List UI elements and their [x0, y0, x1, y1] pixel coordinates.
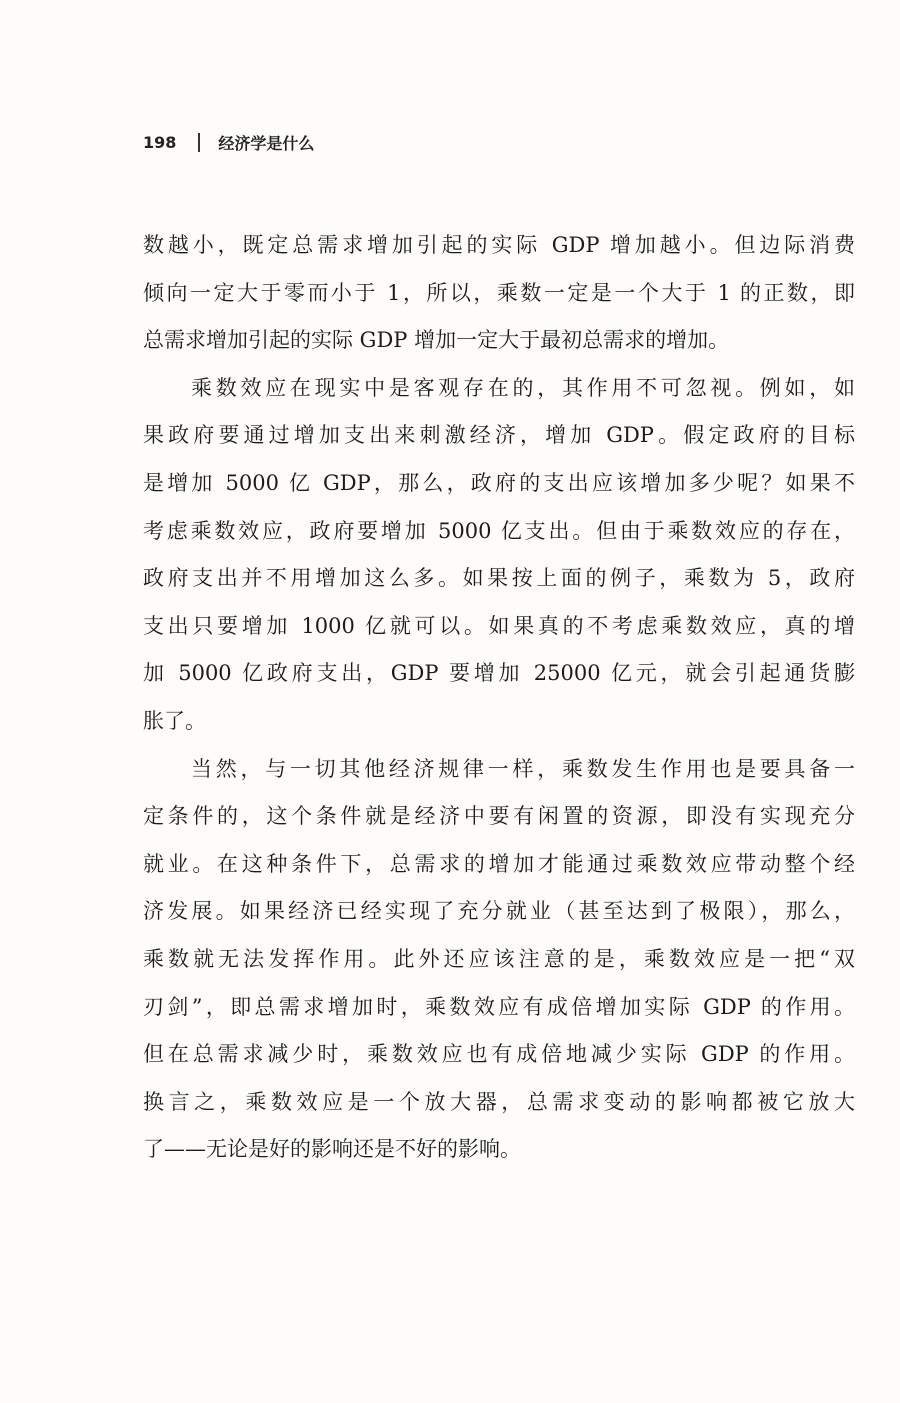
text-line: 加 5000 亿政府支出，GDP 要增加 25000 亿元，就会引起通货膨: [143, 661, 855, 686]
paragraph: [143, 746, 855, 1174]
text-line: 支出只要增加 1000 亿就可以。如果真的不考虑乘数效应，真的增: [143, 613, 855, 638]
text-line: 数越小，既定总需求增加引起的实际 GDP 增加越小。但边际消费: [143, 233, 855, 257]
text-line: 政府支出并不用增加这么多。如果按上面的例子，乘数为 5，政府: [143, 566, 855, 591]
text-line: 胀了。: [143, 708, 206, 733]
text-line: 济发展。如果经济已经实现了充分就业（甚至达到了极限），那么，: [143, 899, 855, 924]
paragraph: [143, 222, 855, 365]
page-number: 198: [143, 132, 177, 152]
text-line: 倾向一定大于零而小于 1，所以，乘数一定是一个大于 1 的正数，即: [143, 280, 855, 305]
header-separator: [198, 133, 200, 152]
text-line: 定条件的，这个条件就是经济中要有闲置的资源，即没有实现充分: [143, 804, 855, 829]
text-line: 乘数就无法发挥作用。此外还应该注意的是，乘数效应是一把“双: [143, 946, 855, 971]
text-line: 果政府要通过增加支出来刺激经济，增加 GDP。假定政府的目标: [143, 423, 855, 448]
text-line: 刃剑”，即总需求增加时，乘数效应有成倍增加实际 GDP 的作用。: [143, 994, 855, 1019]
text-line: 总需求增加引起的实际 GDP 增加一定大于最初总需求的增加。: [143, 328, 730, 353]
paragraph: [143, 365, 855, 746]
text-line: 就业。在这种条件下，总需求的增加才能通过乘数效应带动整个经: [143, 851, 855, 876]
book-title: 经济学是什么: [218, 133, 315, 153]
body-text: [143, 222, 855, 1174]
text-line: 是增加 5000 亿 GDP，那么，政府的支出应该增加多少呢？如果不: [143, 470, 855, 495]
text-line: 换言之，乘数效应是一个放大器，总需求变动的影响都被它放大: [143, 1089, 855, 1114]
running-header: [143, 128, 314, 156]
text-line: 了——无论是好的影响还是不好的影响。: [143, 1137, 521, 1162]
text-line: 但在总需求减少时，乘数效应也有成倍地减少实际 GDP 的作用。: [143, 1042, 855, 1067]
text-line: 当然，与一切其他经济规律一样，乘数发生作用也是要具备一: [191, 756, 855, 781]
text-line: 考虑乘数效应，政府要增加 5000 亿支出。但由于乘数效应的存在，: [143, 518, 855, 543]
text-line: 乘数效应在现实中是客观存在的，其作用不可忽视。例如，如: [191, 375, 855, 400]
